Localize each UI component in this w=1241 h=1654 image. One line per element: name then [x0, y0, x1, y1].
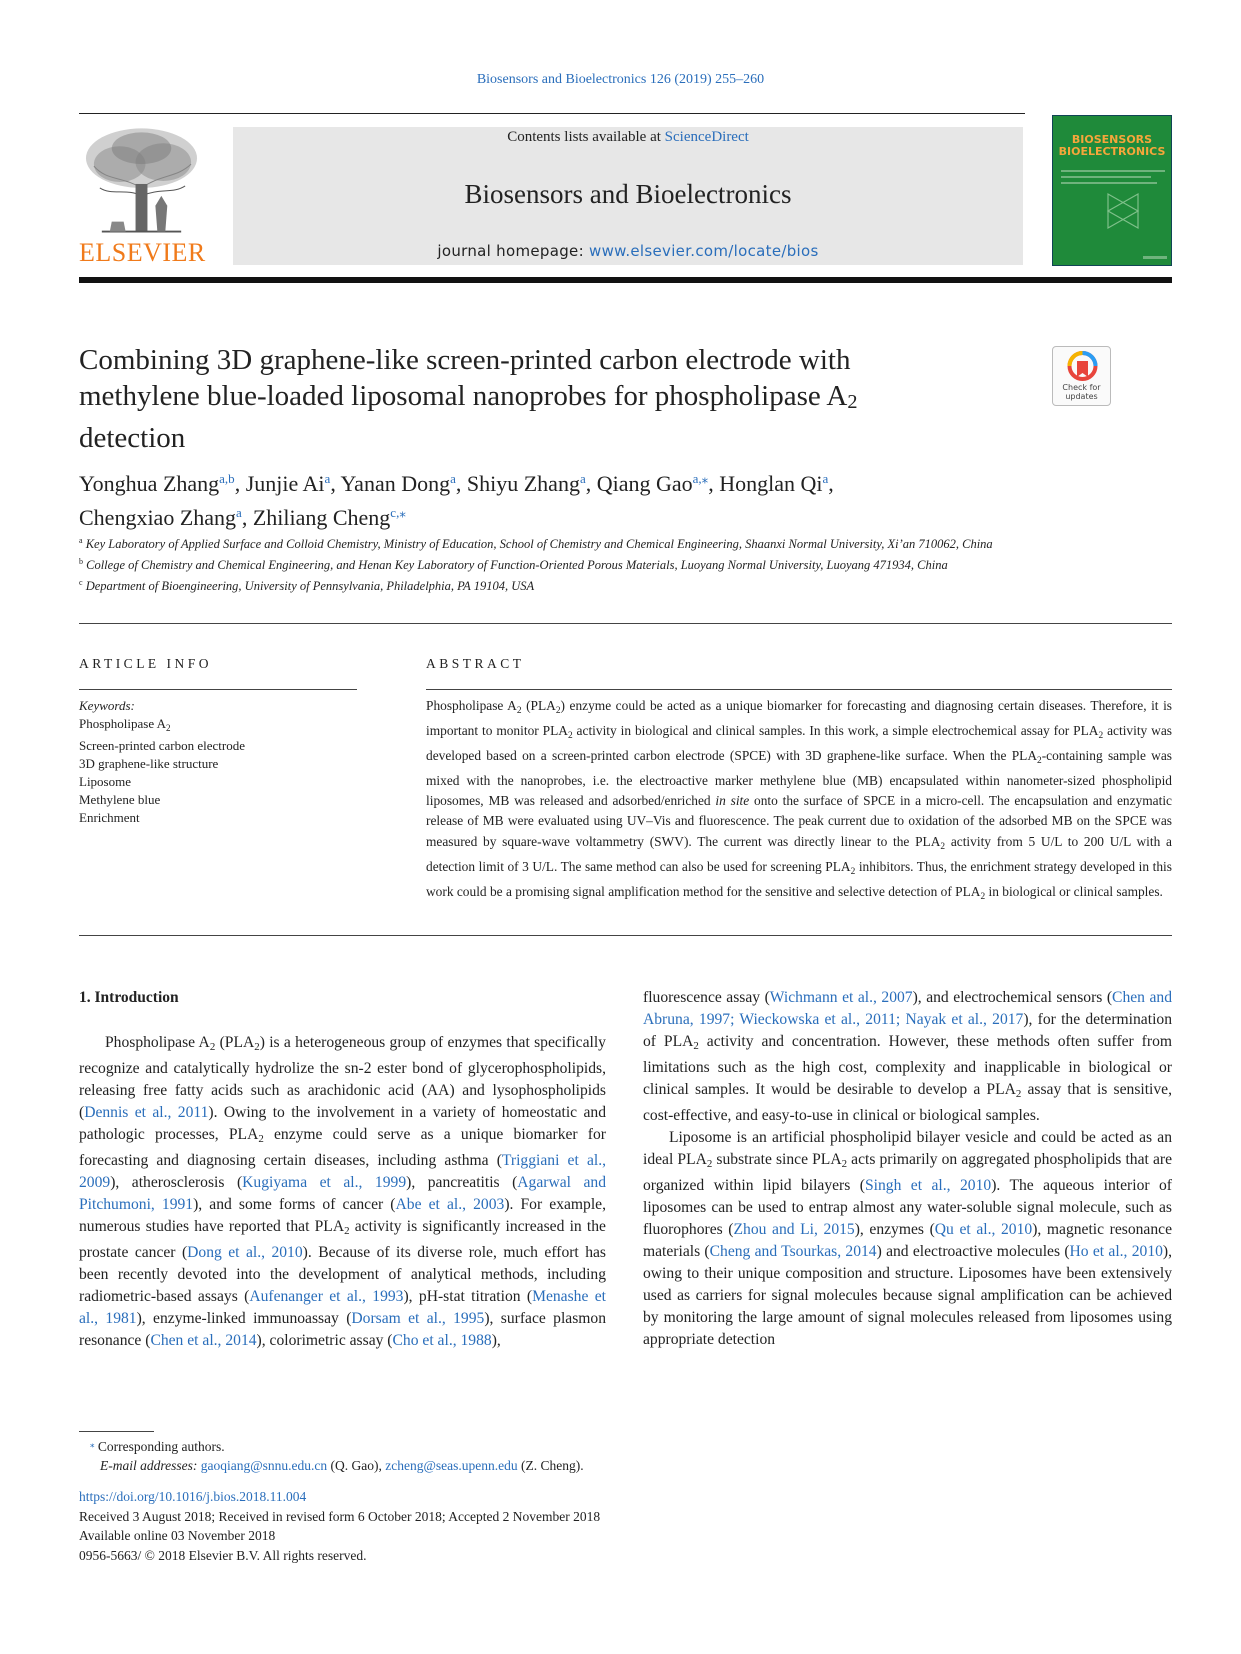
- citation-link[interactable]: Cheng and Tsourkas, 2014: [709, 1243, 877, 1260]
- email-owner: (Z. Cheng).: [517, 1458, 584, 1473]
- author-affil-link[interactable]: a: [822, 471, 829, 486]
- title-line3: detection: [79, 422, 186, 454]
- abstract-rule: [426, 689, 1172, 690]
- author-affil-link[interactable]: a: [324, 471, 331, 486]
- copyright-line: 0956-5663/ © 2018 Elsevier B.V. All rights reserved.: [79, 1547, 367, 1563]
- citation-link[interactable]: Zhou and Li, 2015: [733, 1221, 855, 1238]
- author-name: Junjie Ai: [245, 471, 325, 496]
- article-metadata: [79, 1487, 979, 1565]
- cover-title-line1: BIOSENSORS: [1071, 133, 1153, 146]
- cover-title: [1053, 134, 1171, 158]
- author-name: Qiang Gao: [596, 471, 693, 496]
- keyword-item: [79, 715, 359, 737]
- author-separator: ,: [828, 471, 834, 496]
- affiliation-item: [79, 574, 1039, 595]
- citation-link[interactable]: Agarwal and Pitchumoni, 1991: [79, 1174, 607, 1213]
- elsevier-tree-icon: [82, 126, 201, 234]
- author-affil-link[interactable]: a: [236, 505, 242, 520]
- author-separator: ,: [585, 471, 597, 496]
- keyword-item: Methylene blue: [79, 792, 161, 807]
- author-affil-link[interactable]: a,b: [219, 471, 235, 486]
- check-updates-text: [1053, 383, 1110, 401]
- article-info-rule: [79, 689, 357, 690]
- author-affil-link[interactable]: a: [579, 471, 586, 486]
- check-updates-line1: Check for: [1062, 383, 1101, 392]
- citation-link[interactable]: Kugiyama et al., 1999: [242, 1174, 407, 1191]
- citation-link[interactable]: Cho et al., 1988: [392, 1332, 492, 1349]
- citation-link[interactable]: Dorsam et al., 1995: [351, 1310, 485, 1327]
- author-name: Shiyu Zhang: [466, 471, 580, 496]
- authors-line2: [79, 498, 979, 532]
- citation-link[interactable]: Menashe et al., 1981: [79, 1288, 606, 1327]
- citation-link[interactable]: Qu et al., 2010: [934, 1221, 1033, 1238]
- citation-link[interactable]: Wichmann et al., 2007: [769, 989, 913, 1006]
- homepage-prefix: journal homepage:: [437, 242, 589, 260]
- author-name: Yonghua Zhang: [79, 471, 220, 496]
- keyword-subscript: 2: [166, 723, 171, 733]
- journal-reference[interactable]: Biosensors and Bioelectronics 126 (2019) 255–260: [476, 72, 765, 87]
- affiliation-item: [79, 532, 1039, 553]
- citation-link[interactable]: Chen et al., 2014: [150, 1332, 257, 1349]
- article-info-heading: ARTICLE INFO: [79, 656, 213, 671]
- authors-line1: [79, 464, 979, 498]
- affiliation-text: College of Chemistry and Chemical Engineering, and Henan Key Laboratory of Function-Oriented Porous Materials, Luoyang Normal University, Luoyang 471934, China: [86, 558, 948, 572]
- intro-column-right: [643, 987, 1172, 1351]
- available-online: Available online 03 November 2018: [79, 1528, 276, 1543]
- abstract-heading: ABSTRACT: [426, 656, 525, 671]
- email-link-gao[interactable]: gaoqiang@snnu.edu.cn: [200, 1458, 328, 1473]
- author-affil-link[interactable]: c,⁎: [390, 505, 406, 520]
- doi-link[interactable]: https://doi.org/10.1016/j.bios.2018.11.004: [79, 1489, 307, 1504]
- email-label: E-mail addresses:: [100, 1458, 201, 1473]
- elsevier-wordmark: ELSEVIER: [79, 238, 206, 267]
- intro-paragraph: Liposome is an artificial phospholipid bilayer vesicle and could be acted as an ideal $PLA_2$ substrate since $PLA_2$ acts primarily on aggregated phospholipids that are organized within lipid bilayers (Singh et al., 2010). The aqueous interior of liposomes can be used to entrap almost any water-soluble signal molecule, such as fluorophores (Zhou and Li, 2015), enzymes (Qu et al., 2010), magnetic resonance materials (Cheng and Tsourkas, 2014) and electroactive molecules (Ho et al., 2010), owing to their unique composition and structure. Liposomes have been extensively used as carriers for signal molecules because signal amplification can be achieved by monitoring the large amount of signal molecules released from liposomes using appropriate detection: [643, 1129, 1173, 1348]
- email-link-cheng[interactable]: zcheng@seas.upenn.edu: [385, 1458, 518, 1473]
- article-title: [79, 342, 979, 456]
- author-name: Zhiliang Cheng: [252, 505, 391, 530]
- title-line2-subscript: 2: [847, 391, 858, 413]
- citation-link[interactable]: Dennis et al., 2011: [84, 1104, 209, 1121]
- citation-link[interactable]: Ho et al., 2010: [1069, 1243, 1163, 1260]
- masthead-top-rule: [79, 113, 1025, 114]
- author-affil-link[interactable]: a,⁎: [692, 471, 709, 486]
- author-list: [79, 464, 979, 532]
- abstract-bottom-rule: [79, 935, 1172, 936]
- keyword-item: Screen-printed carbon electrode: [79, 738, 246, 753]
- journal-title: Biosensors and Bioelectronics: [464, 179, 792, 209]
- corresponding-footnote: [90, 1435, 990, 1475]
- corresponding-text: Corresponding authors.: [97, 1439, 225, 1454]
- title-line2: [79, 378, 979, 420]
- sciencedirect-link[interactable]: ScienceDirect: [664, 129, 749, 145]
- homepage-line: [233, 242, 1023, 260]
- affiliation-mark: c: [79, 578, 83, 587]
- journal-banner: [233, 127, 1023, 265]
- citation-link[interactable]: Abe et al., 2003: [395, 1196, 505, 1213]
- citation-link[interactable]: Triggiani et al., 2009: [79, 1152, 606, 1191]
- footnote-star: ⁎: [90, 1439, 95, 1449]
- affiliation-item: [79, 553, 1039, 574]
- section-divider: [79, 623, 1172, 624]
- masthead-bottom-rule: [79, 277, 1172, 283]
- keyword-text: Phospholipase A: [79, 716, 167, 731]
- keywords-block: [79, 697, 359, 827]
- footnote-corresponding: [90, 1435, 990, 1456]
- homepage-link[interactable]: www.elsevier.com/locate/bios: [589, 242, 819, 260]
- author-name: Yanan Dong: [340, 471, 451, 496]
- author-separator: ,: [234, 471, 246, 496]
- contents-prefix: Contents lists available at: [507, 129, 665, 145]
- journal-cover-thumbnail[interactable]: [1052, 115, 1172, 266]
- citation-link[interactable]: Aufenanger et al., 1993: [249, 1288, 404, 1305]
- keyword-item: Liposome: [79, 774, 131, 789]
- abstract-text: Phospholipase $A_2$ $(PLA_2)$ enzyme could be acted as a unique biomarker for forecasting and diagnosing certain diseases. Therefore, it is important to monitor $PLA_2$ activity in biological and clinical samples. In this work, a simple electrochemical assay for $PLA_2$ activity was developed based on a screen-printed carbon electrode (SPCE) with 3D graphene-like surface. When the $PLA_2$-containing sample was mixed with the nanoprobes, i.e. the electroactive marker methylene blue (MB) encapsulated within nanometer-sized phospholipid liposomes, MB was released and adsorbed/enriched in site onto the surface of SPCE in a micro-cell. The encapsulation and enzymatic release of MB were evaluated using UV–Vis and fluorescence. The peak current due to oxidation of the adsorbed MB on the SPCE was measured by square-wave voltammetry (SWV). The current was directly linear to the $PLA_2$ activity from 5 U/L to 200 U/L with a detection limit of 3 U/L. The same method can also be used for screening $PLA_2$ inhibitors. Thus, the enrichment strategy developed in this work could be a promising signal amplification method for the sensitive and selective detection of $PLA_2$ in biological or clinical samples.: [426, 698, 1172, 902]
- author-separator: ,: [708, 471, 720, 496]
- keywords-label: Keywords:: [79, 698, 135, 713]
- affiliations: [79, 532, 1039, 595]
- affiliation-mark: a: [79, 536, 83, 545]
- author-separator: ,: [241, 505, 253, 530]
- introduction-heading: 1. Introduction: [79, 989, 179, 1006]
- check-updates-line2: updates: [1065, 392, 1098, 401]
- affiliation-mark: b: [79, 557, 83, 566]
- footnote-emails: [90, 1456, 990, 1475]
- title-line1: Combining 3D graphene-like screen-printed carbon electrode with: [79, 344, 851, 376]
- check-updates-icon: [1053, 347, 1112, 383]
- author-name: Honglan Qi: [719, 471, 823, 496]
- citation-link[interactable]: Chen and Abruna, 1997; Wieckowska et al., 2011; Nayak et al., 2017: [643, 989, 1172, 1028]
- author-affil-link[interactable]: a: [450, 471, 456, 486]
- citation-link[interactable]: Dong et al., 2010: [187, 1244, 303, 1261]
- check-for-updates-badge[interactable]: [1052, 346, 1111, 406]
- contents-line: [233, 129, 1023, 146]
- received-dates: Received 3 August 2018; Received in revised form 6 October 2018; Accepted 2 November 2018: [79, 1508, 601, 1524]
- author-name: Chengxiao Zhang: [79, 505, 237, 530]
- elsevier-logo: [79, 126, 206, 267]
- keyword-item: 3D graphene-like structure: [79, 756, 219, 771]
- intro-paragraph: fluorescence assay (Wichmann et al., 2007), and electrochemical sensors (Chen and Abruna, 1997; Wieckowska et al., 2011; Nayak et al., 2017), for the determination of $PLA_2$ activity and concentration. However, these methods often suffer from limitations such as the high cost, complexity and inapplicable in biological or clinical samples. It would be desirable to develop a $PLA_2$ assay that is sensitive, cost-effective, and easy-to-use in clinical or biological samples.: [643, 989, 1173, 1124]
- cover-title-line2: BIOELECTRONICS: [1058, 145, 1166, 158]
- citation-link[interactable]: Singh et al., 2010: [864, 1177, 992, 1194]
- keyword-item: Enrichment: [79, 810, 140, 825]
- footnote-rule: [79, 1431, 154, 1432]
- affiliation-text: Key Laboratory of Applied Surface and Colloid Chemistry, Ministry of Education, School of Chemistry and Chemical Engineering, Shaanxi Normal University, Xi’an 710062, China: [85, 537, 993, 551]
- author-separator: ,: [330, 471, 341, 496]
- email-owner: (Q. Gao),: [327, 1458, 386, 1473]
- author-separator: ,: [455, 471, 467, 496]
- title-line2-text: methylene blue-loaded liposomal nanoprobes for phospholipase A: [79, 380, 848, 412]
- affiliation-text: Department of Bioengineering, University of Pennsylvania, Philadelphia, PA 19104, USA: [85, 579, 535, 593]
- intro-column-left: Phospholipase $A_2$ $(PLA_2)$ is a heterogeneous group of enzymes that specifically recognize and catalytically hydrolize the sn-2 ester bond of glycerophospholipids, releasing free fatty acids such as arachidonic acid (AA) and lysophospholipids (Dennis et al., 2011). Owing to the involvement in a variety of homeostatic and pathologic processes, $PLA_2$ enzyme could serve as a unique biomarker for forecasting and diagnosing certain diseases, including asthma (Triggiani et al., 2009), atherosclerosis (Kugiyama et al., 1999), pancreatitis (Agarwal and Pitchumoni, 1991), and some forms of cancer (Abe et al., 2003). For example, numerous studies have reported that $PLA_2$ activity is significantly increased in the prostate cancer (Dong et al., 2010). Because of its diverse role, much effort has been recently devoted into the development of analytical methods, including radiometric-based assays (Aufenanger et al., 1993), pH-stat titration (Menashe et al., 1981), enzyme-linked immunoassay (Dorsam et al., 1995), surface plasmon resonance (Chen et al., 2014), colorimetric assay (Cho et al., 1988),: [79, 1034, 607, 1349]
